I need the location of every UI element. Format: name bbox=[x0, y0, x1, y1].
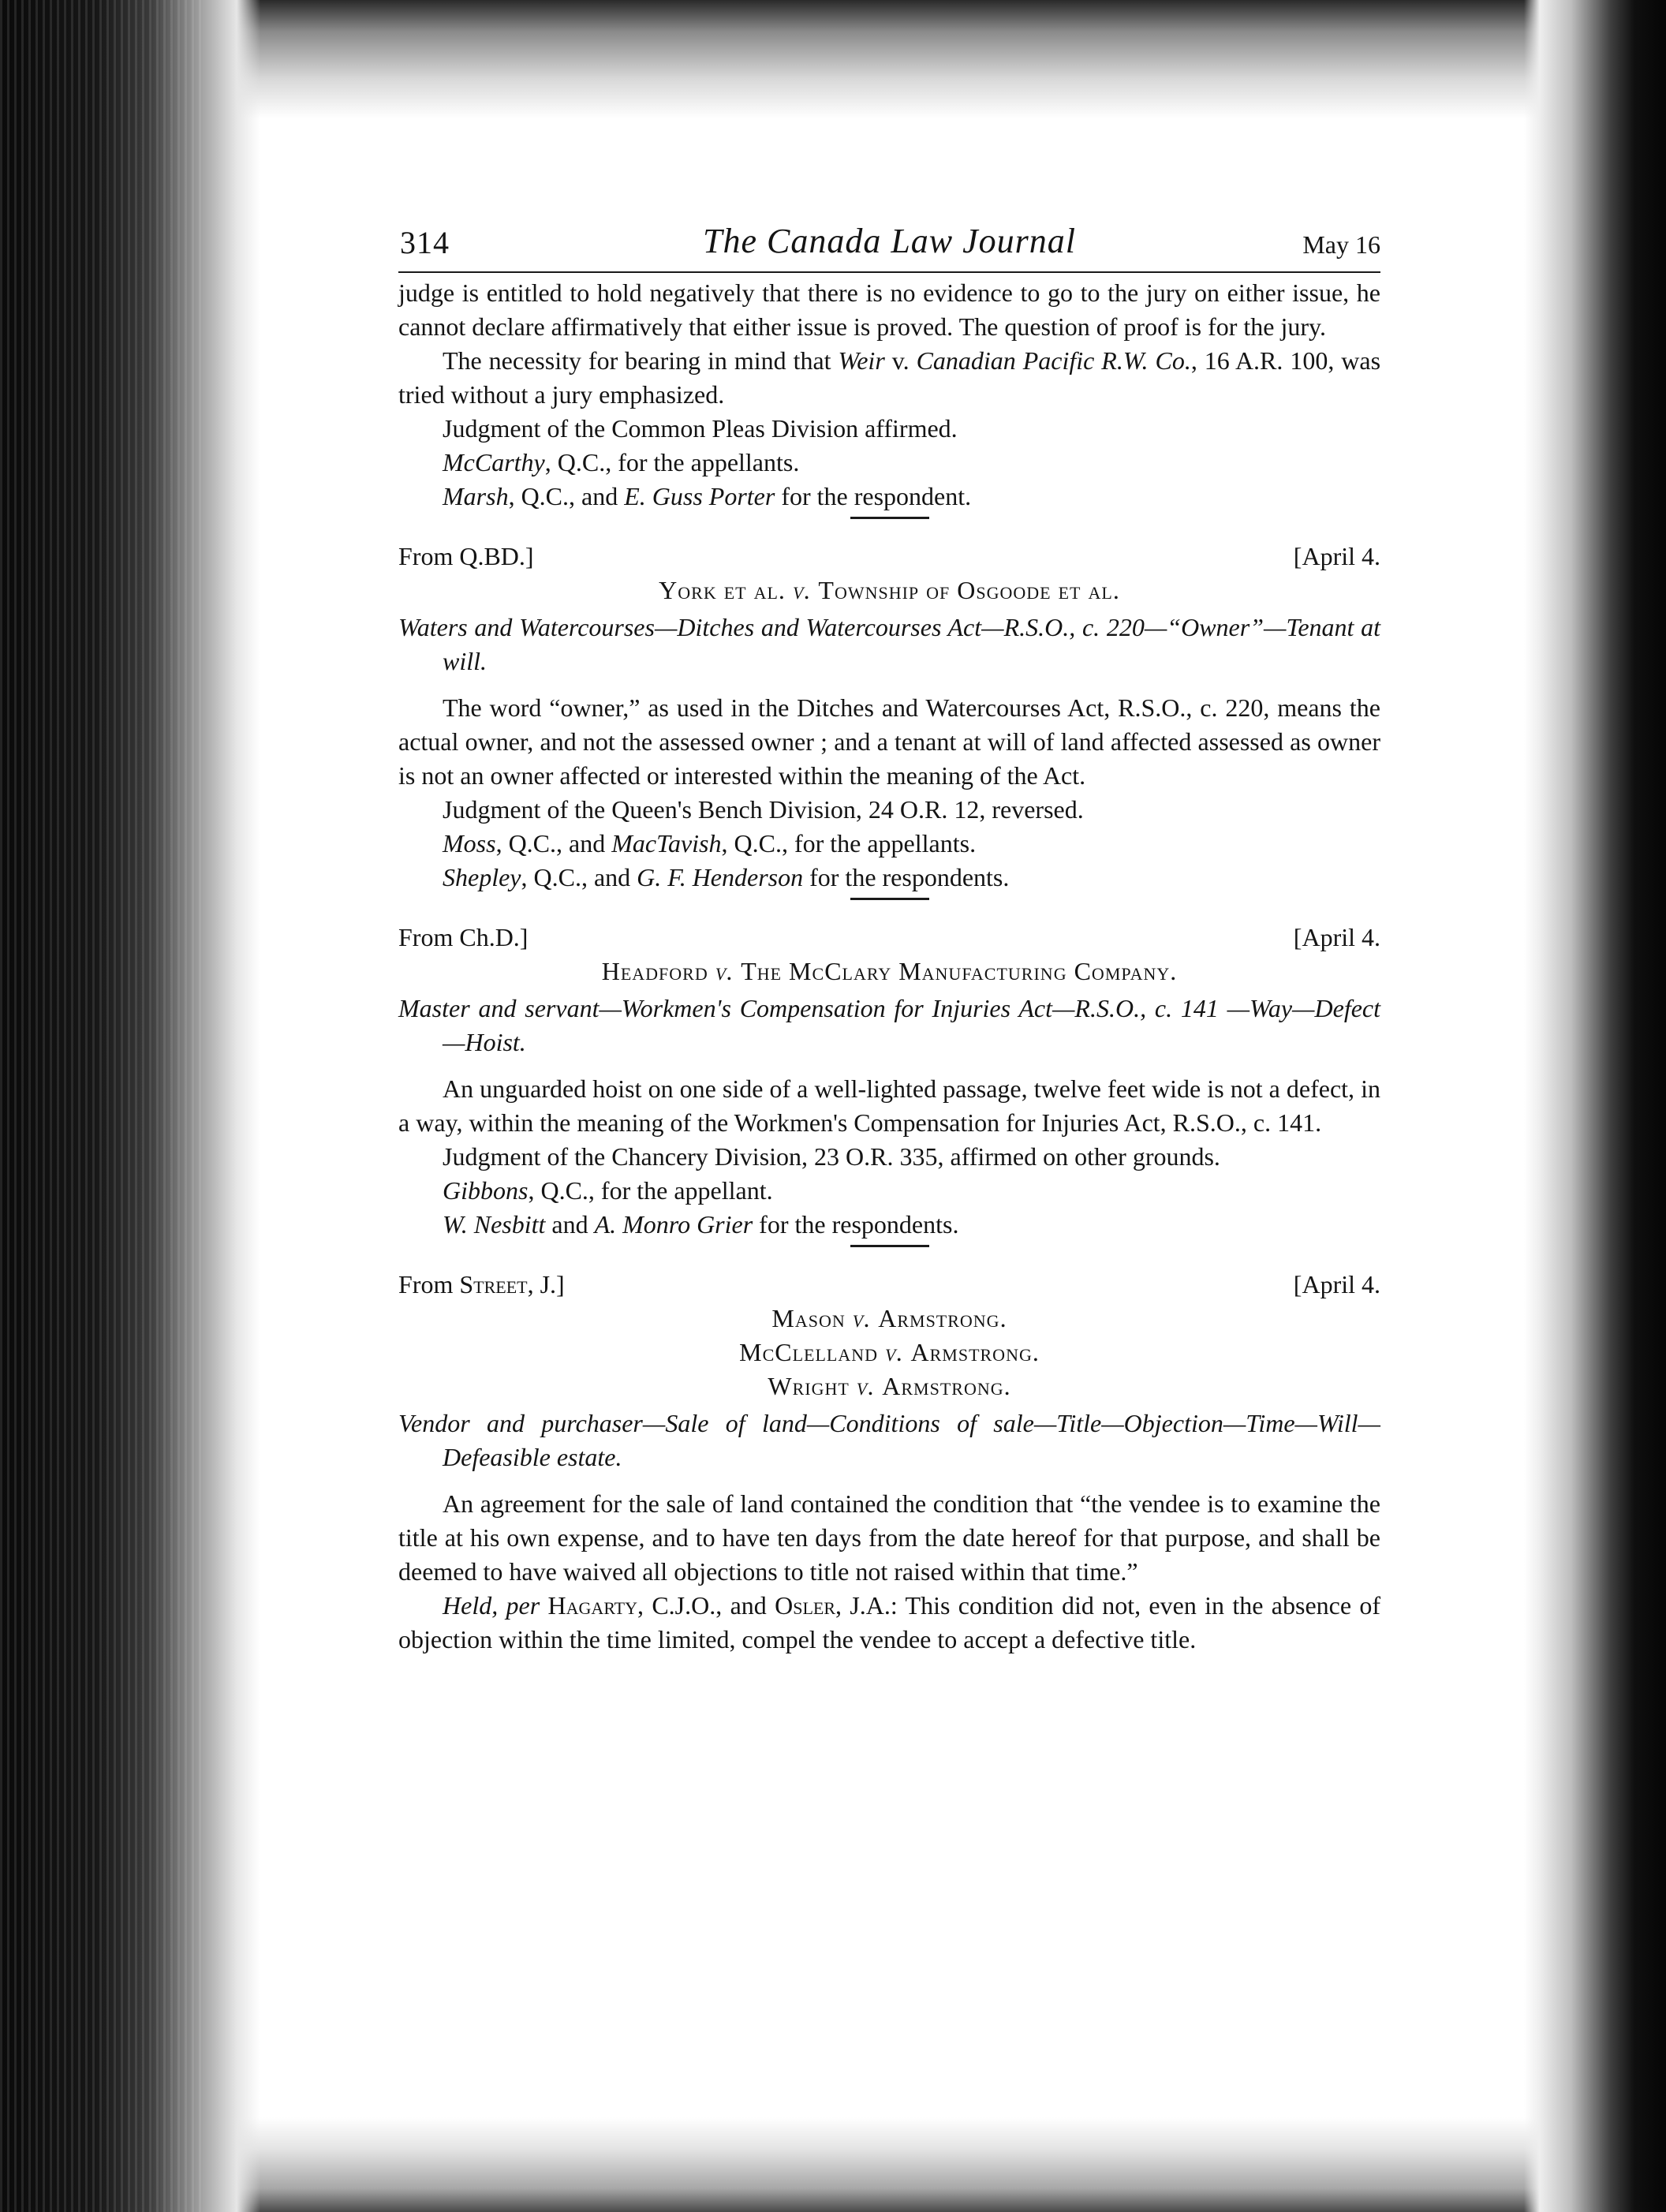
party-name: The McClary Manufacturing Company. bbox=[741, 957, 1178, 985]
catchwords: Vendor and purchaser—Sale of land—Conditions of sale—Title—Objection—Time—Will—Defeasible estate. bbox=[398, 1409, 1380, 1471]
page-number: 314 bbox=[400, 225, 450, 260]
text-run: and bbox=[545, 1210, 595, 1239]
text-run: , Q.C., for the appellants. bbox=[721, 829, 977, 858]
held-paragraph bbox=[398, 1589, 1380, 1657]
text-run: , C.J.O., and bbox=[637, 1591, 775, 1620]
text-run: v. bbox=[884, 346, 917, 375]
held-label: Held, per bbox=[443, 1591, 540, 1620]
scan-shadow-left-texture bbox=[0, 0, 205, 2212]
counsel-name: W. Nesbitt bbox=[443, 1210, 546, 1239]
running-head bbox=[398, 221, 1380, 273]
court-of-origin: From Q.BD.] bbox=[398, 542, 534, 570]
party-name: Armstrong. bbox=[910, 1338, 1040, 1366]
case-citation: Weir bbox=[838, 346, 885, 375]
text-run: , J.A.: This condition did not, even in the absence of objection within the time limited, compel the vendee to accept a defective title. bbox=[398, 1591, 1381, 1653]
scan-shadow-right bbox=[1524, 0, 1666, 2212]
case-header bbox=[398, 1268, 1380, 1302]
case-citation: Canadian Pacific R.W. Co. bbox=[916, 346, 1191, 375]
counsel-line bbox=[398, 1208, 1380, 1242]
text-run: The necessity for bearing in mind that bbox=[443, 346, 839, 375]
case-name bbox=[398, 1302, 1380, 1336]
party-name: York et al. bbox=[659, 576, 786, 604]
party-name: Headford bbox=[601, 957, 708, 985]
headnote-paragraph: An unguarded hoist on one side of a well-lighted passage, twelve feet wide is not a defect, in a way, within the meaning of the Workmen's Compensation for Injuries Act, R.S.O., c. 141. bbox=[398, 1074, 1380, 1137]
counsel-line bbox=[398, 480, 1380, 514]
section-divider bbox=[850, 898, 929, 900]
decision-date: [April 4. bbox=[1293, 1270, 1380, 1298]
text-run: , Q.C., and bbox=[508, 482, 625, 510]
catchwords: Waters and Watercourses—Ditches and Watercourses Act—R.S.O., c. 220—“Owner”—Tenant at will. bbox=[398, 613, 1380, 675]
case-name bbox=[398, 1369, 1380, 1403]
counsel-name: A. Monro Grier bbox=[594, 1210, 753, 1239]
text-run: , Q.C., for the appellant. bbox=[528, 1176, 773, 1205]
counsel-line bbox=[398, 861, 1380, 895]
counsel-name: Moss bbox=[443, 829, 496, 858]
catchwords: Master and servant—Workmen's Compensation for Injuries Act—R.S.O., c. 141 —Way—Defect—Hoist. bbox=[398, 994, 1380, 1056]
party-name: McClelland bbox=[739, 1338, 879, 1366]
issue-date: May 16 bbox=[1302, 230, 1380, 259]
judgment-line: Judgment of the Common Pleas Division affirmed. bbox=[443, 414, 958, 443]
text-run: From bbox=[398, 1270, 460, 1298]
text-run: , Q.C., for the appellants. bbox=[544, 448, 800, 476]
text-run: for the respondent. bbox=[775, 482, 972, 510]
counsel-name: Shepley bbox=[443, 863, 521, 891]
case-header bbox=[398, 540, 1380, 574]
versus: v. bbox=[845, 1304, 879, 1332]
court-of-origin: From Ch.D.] bbox=[398, 923, 529, 951]
counsel-line bbox=[398, 1174, 1380, 1208]
judge-name: Hagarty bbox=[547, 1591, 637, 1620]
judgment-line: Judgment of the Queen's Bench Division, 24 O.R. 12, reversed. bbox=[443, 795, 1084, 824]
versus: v. bbox=[878, 1338, 911, 1366]
counsel-name: Gibbons bbox=[443, 1176, 529, 1205]
continuation-paragraph-2 bbox=[398, 344, 1380, 412]
text-run: , J.] bbox=[527, 1270, 565, 1298]
section-divider bbox=[850, 517, 929, 519]
counsel-name: Marsh bbox=[443, 482, 509, 510]
text-run: , Q.C., and bbox=[495, 829, 612, 858]
section-divider bbox=[850, 1245, 929, 1247]
judge-name: Street bbox=[459, 1270, 528, 1298]
case-name bbox=[398, 574, 1380, 607]
text-run: for the respondents. bbox=[753, 1210, 959, 1239]
versus: v. bbox=[849, 1372, 883, 1400]
versus: v. bbox=[785, 576, 819, 604]
counsel-name: McCarthy bbox=[443, 448, 545, 476]
party-name: Township of Osgoode et al. bbox=[818, 576, 1120, 604]
judge-name: Osler bbox=[775, 1591, 836, 1620]
text-run: , 16 A.R. 100, was tried without a jury emphasized. bbox=[398, 346, 1381, 409]
party-name: Armstrong. bbox=[878, 1304, 1007, 1332]
text-run: , Q.C., and bbox=[521, 863, 637, 891]
headnote-paragraph: The word “owner,” as used in the Ditches and Watercourses Act, R.S.O., c. 220, means the actual owner, and not the assessed owner ; and a tenant at will of land affected assessed as owner is not an owner affected or interested within the meaning of the Act. bbox=[398, 693, 1380, 790]
decision-date: [April 4. bbox=[1293, 923, 1380, 951]
judgment-line: Judgment of the Chancery Division, 23 O.R. 335, affirmed on other grounds. bbox=[443, 1142, 1220, 1171]
party-name: Mason bbox=[771, 1304, 846, 1332]
party-name: Wright bbox=[768, 1372, 850, 1400]
case-name bbox=[398, 955, 1380, 988]
counsel-name: MacTavish bbox=[611, 829, 722, 858]
counsel-line bbox=[398, 827, 1380, 861]
case-name bbox=[398, 1336, 1380, 1369]
counsel-name: G. F. Henderson bbox=[637, 863, 804, 891]
text-run: for the respondents. bbox=[803, 863, 1010, 891]
versus: v. bbox=[708, 957, 741, 985]
counsel-line bbox=[398, 446, 1380, 480]
journal-title: The Canada Law Journal bbox=[702, 222, 1077, 260]
page-body bbox=[398, 221, 1380, 1657]
court-of-origin bbox=[398, 1268, 565, 1302]
continuation-paragraph: judge is entitled to hold negatively that there is no evidence to go to the jury on either issue, he cannot declare affirmatively that either issue is proved. The question of proof is for the jury. bbox=[398, 278, 1380, 341]
party-name: Armstrong. bbox=[882, 1372, 1011, 1400]
decision-date: [April 4. bbox=[1293, 542, 1380, 570]
case-header bbox=[398, 921, 1380, 955]
counsel-name: E. Guss Porter bbox=[624, 482, 775, 510]
headnote-paragraph: An agreement for the sale of land contained the condition that “the vendee is to examine the title at his own expense, and to have ten days from the date hereof for that purpose, and shall be deemed to have waived all objections to title not raised within that time.” bbox=[398, 1489, 1380, 1586]
